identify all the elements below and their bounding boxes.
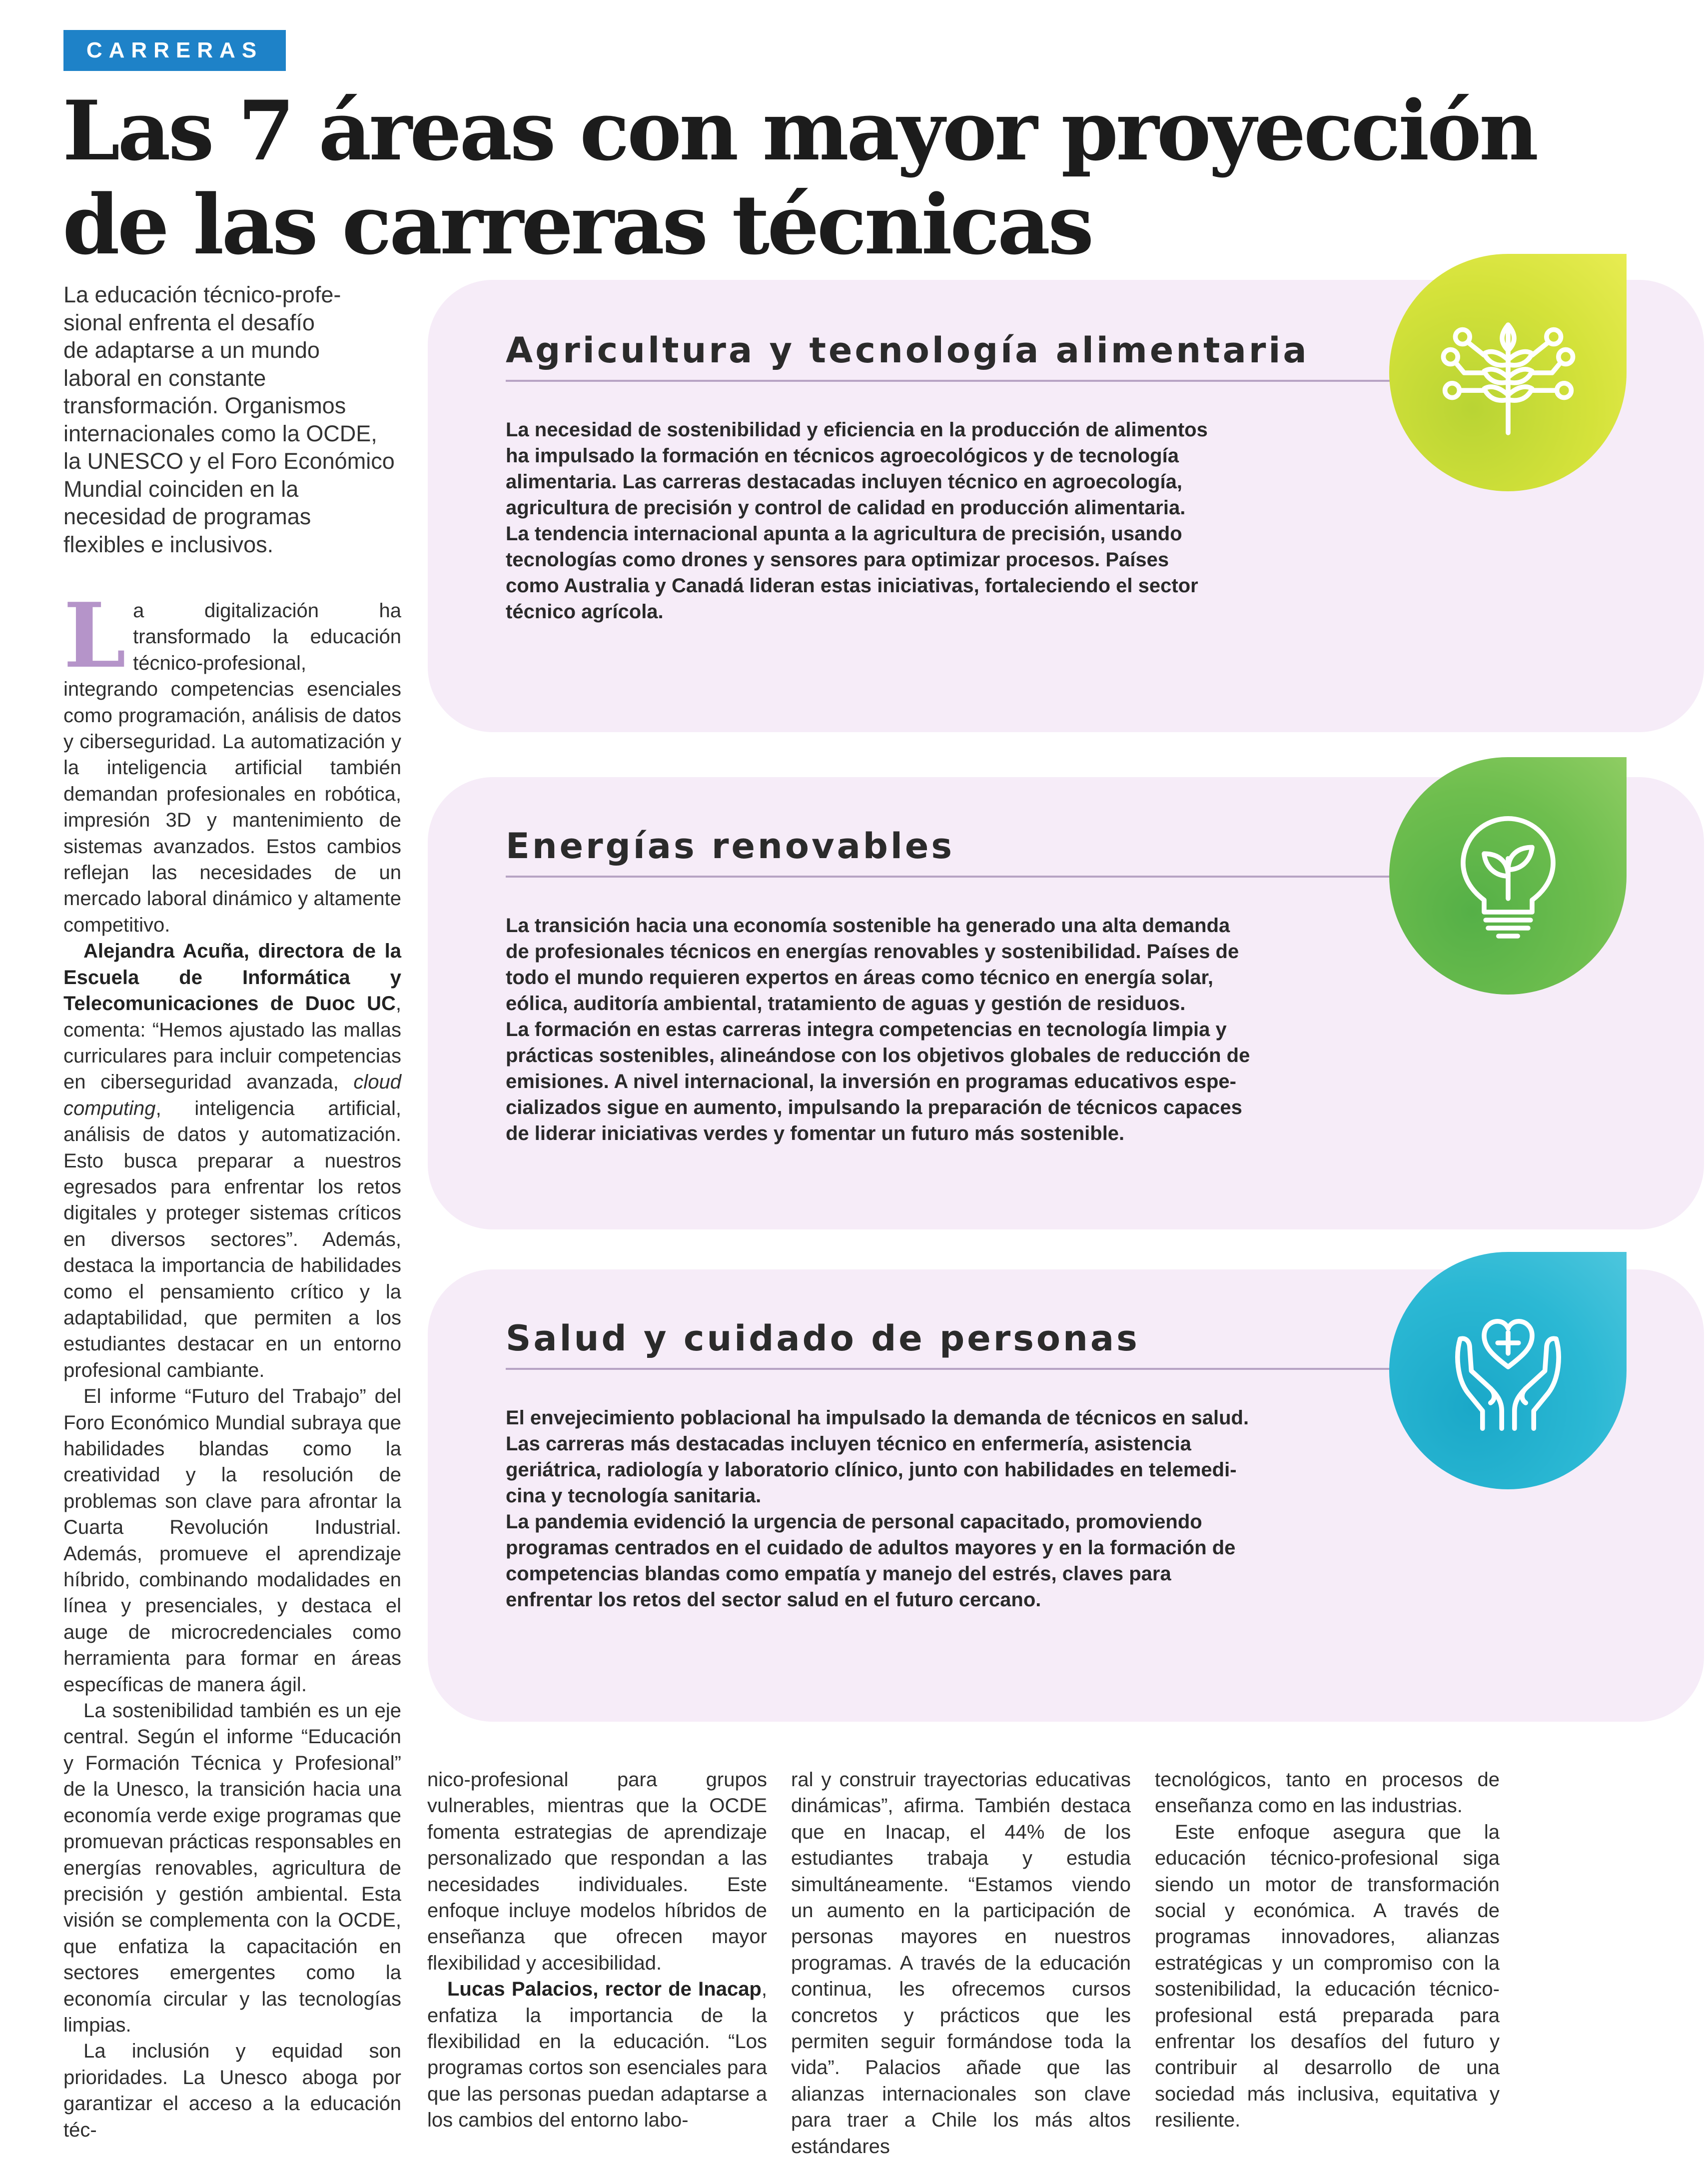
card-body bbox=[506, 417, 1355, 625]
quoted-person: Alejandra Acuña, directora de la Escuela de Informática y Telecomunicaciones de Duoc UC bbox=[63, 940, 401, 1015]
card-line: cina y tecnología sanitaria. bbox=[506, 1485, 762, 1507]
paragraph-text: , enfatiza la importancia de la flexibilidad en la educación. “Los programas cortos son esenciales para que las personas puedan adaptarse a los cambios del entorno labo- bbox=[427, 1978, 767, 2132]
card-line: La transición hacia una economía sostenible ha generado una alta demanda bbox=[506, 915, 1230, 937]
lede-line: internacionales como la OCDE, bbox=[63, 420, 377, 446]
card-line: agricultura de precisión y control de calidad en producción alimentaria. bbox=[506, 497, 1186, 519]
article-paragraph: La inclusión y equidad son prioridades. La Unesco aboga por garantizar el acceso a la educación téc- bbox=[63, 2040, 401, 2141]
card-line: La formación en estas carreras integra competencias en tecnología limpia y bbox=[506, 1019, 1227, 1041]
dropcap: L bbox=[63, 583, 126, 688]
article-paragraph bbox=[427, 1976, 767, 2133]
card-line: eólica, auditoría ambiental, tratamiento de aguas y gestión de residuos. bbox=[506, 993, 1186, 1015]
headline-line: Las 7 áreas con mayor proyección bbox=[62, 82, 1537, 179]
article-paragraph: ral y construir trayectorias educativas dinámicas”, afirma. También destaca que en Inacap, el 44% de los estudiantes trabaja y estudia simultáneamente. “Estamos viendo un aumento en la participación de personas mayores en nuestros programas. A través de la educación continua, les ofrecemos cursos concretos y prácticos que les permiten seguir formándose toda la vida”. Palacios añade que las alianzas internacionales son clave para traer a Chile los más altos estándares bbox=[791, 1769, 1131, 2158]
card-line: emisiones. A nivel internacional, la inversión en programas educativos espe- bbox=[506, 1071, 1236, 1092]
lede-line: flexibles e inclusivos. bbox=[63, 531, 274, 557]
card-line: todo el mundo requieren expertos en áreas como técnico en energía solar, bbox=[506, 967, 1213, 989]
card-title: Energías renovables bbox=[506, 826, 955, 867]
article-paragraph: nico-profesional para grupos vulnerables, mientras que la OCDE fomenta estrategias de aprendizaje personalizado que respondan a las necesidades individuales. Este enfoque incluye modelos híbridos de enseñanza que ofrecen mayor flexibilidad y accesibilidad. bbox=[427, 1769, 767, 1974]
card-line: cializados sigue en aumento, impulsando la preparación de técnicos capaces bbox=[506, 1096, 1242, 1118]
article-column-1 bbox=[63, 583, 401, 2143]
card-divider bbox=[506, 1368, 1395, 1370]
article-paragraph: Este enfoque asegura que la educación técnico-profesional siga siendo un motor de transformación social y económica. A través de programas innovadores, alianzas estratégicas y un compromiso con la sostenibilidad, la educación técnico-profesional está preparada para enfrentar los desafíos del futuro y contribuir al desarrollo de una sociedad más inclusiva, equitativa y resiliente. bbox=[1155, 1821, 1500, 2132]
card-line: tecnologías como drones y sensores para optimizar procesos. Países bbox=[506, 549, 1169, 571]
article-column-2 bbox=[427, 1767, 767, 2134]
lede-line: laboral en constante bbox=[63, 365, 266, 391]
card-line: de liderar iniciativas verdes y fomentar un futuro más sostenible. bbox=[506, 1122, 1125, 1144]
paragraph-text: , inteligencia artificial, análisis de datos y automatización. Esto busca preparar a nuestros egresados para enfrentar los retos digitales y proteger sistemas críticos en diversos sectores”. Además, destaca la importancia de habilidades como el pensamiento crítico y la adaptabilidad, que permiten a los estudiantes destacar en un entorno profesional cambiante. bbox=[63, 1097, 401, 1381]
headline bbox=[62, 82, 1537, 273]
emphasis-text: cloud computing bbox=[63, 1071, 401, 1119]
quoted-person: Lucas Palacios, rector de Inacap bbox=[447, 1978, 762, 2001]
card-line: prácticas sostenibles, alineándose con los objetivos globales de reducción de bbox=[506, 1045, 1250, 1067]
lede bbox=[63, 281, 408, 558]
lede-line: de adaptarse a un mundo bbox=[63, 337, 320, 363]
hands-heart-icon bbox=[1389, 1252, 1627, 1489]
card-line: La necesidad de sostenibilidad y eficiencia en la producción de alimentos bbox=[506, 419, 1208, 441]
article-column-3 bbox=[791, 1767, 1131, 2160]
lede-line: necesidad de programas bbox=[63, 504, 311, 529]
paragraph-text: a digitalización ha transformado la educación técnico-profesional, integrando competencias esenciales como programación, análisis de datos y ciberseguridad. La automatización y la inteligencia artificial también demandan profesionales en robótica, impresión 3D y mantenimiento de sistemas avanzados. Estos cambios reflejan las necesidades de un mercado laboral dinámico y altamente competitivo. bbox=[63, 600, 401, 936]
card-line: La pandemia evidenció la urgencia de personal capacitado, promoviendo bbox=[506, 1511, 1202, 1533]
lightbulb-plant-icon bbox=[1389, 757, 1627, 995]
article-column-4 bbox=[1155, 1767, 1500, 2134]
card-line: geriátrica, radiología y laboratorio clínico, junto con habilidades en telemedi- bbox=[506, 1459, 1237, 1481]
lede-line: transformación. Organismos bbox=[63, 393, 346, 418]
card-line: técnico agrícola. bbox=[506, 601, 664, 623]
card-line: enfrentar los retos del sector salud en el futuro cercano. bbox=[506, 1589, 1041, 1611]
card-line: programas centrados en el cuidado de adultos mayores y en la formación de bbox=[506, 1537, 1236, 1559]
card-line: de profesionales técnicos en energías renovables y sostenibilidad. Países de bbox=[506, 941, 1239, 963]
article-paragraph: El informe “Futuro del Trabajo” del Foro Económico Mundial subraya que habilidades blandas como la creatividad y la resolución de problemas son clave para afrontar la Cuarta Revolución Industrial. Además, promueve el aprendizaje híbrido, combinando modalidades en línea y presenciales, y destaca el auge de microcredenciales como herramienta para formar en áreas específicas de manera ágil. bbox=[63, 1385, 401, 1696]
headline-line: de las carreras técnicas bbox=[62, 176, 1092, 273]
card-line: ha impulsado la formación en técnicos agroecológicos y de tecnología bbox=[506, 445, 1179, 467]
card-line: Las carreras más destacadas incluyen técnico en enfermería, asistencia bbox=[506, 1433, 1191, 1455]
section-tag: CARRERAS bbox=[63, 30, 286, 71]
card-body bbox=[506, 913, 1355, 1146]
card-title: Agricultura y tecnología alimentaria bbox=[506, 330, 1309, 371]
card-line: competencias blandas como empatía y manejo del estrés, claves para bbox=[506, 1563, 1171, 1585]
lede-line: la UNESCO y el Foro Económico bbox=[63, 448, 395, 474]
card-line: como Australia y Canadá lideran estas iniciativas, fortaleciendo el sector bbox=[506, 575, 1198, 597]
article-paragraph bbox=[63, 583, 401, 938]
article-paragraph: tecnológicos, tanto en procesos de enseñanza como en las industrias. bbox=[1155, 1769, 1500, 1817]
card-line: alimentaria. Las carreras destacadas incluyen técnico en agroecología, bbox=[506, 471, 1182, 493]
card-divider bbox=[506, 876, 1395, 878]
article-paragraph bbox=[63, 938, 401, 1383]
lede-line: sional enfrenta el desafío bbox=[63, 309, 315, 335]
card-line: El envejecimiento poblacional ha impulsado la demanda de técnicos en salud. bbox=[506, 1407, 1249, 1429]
card-body bbox=[506, 1405, 1355, 1613]
lede-line: Mundial coinciden en la bbox=[63, 476, 299, 502]
paragraph-text: , comenta: “Hemos ajustado las mallas curriculares para incluir competencias en ciberseguridad avanzada, bbox=[63, 993, 401, 1093]
wheat-circuit-icon bbox=[1389, 254, 1627, 491]
article-paragraph: La sostenibilidad también es un eje central. Según el informe “Educación y Formación Técnica y Profesional” de la Unesco, la transición hacia una economía verde exige programas que promuevan prácticas responsables en energías renovables, agricultura de precisión y gestión ambiental. Esta visión se complementa con la OCDE, que enfatiza la capacitación en sectores emergentes como la economía circular y las tecnologías limpias. bbox=[63, 1700, 401, 2036]
lede-line: La educación técnico-profe- bbox=[63, 282, 341, 307]
card-title: Salud y cuidado de personas bbox=[506, 1318, 1140, 1359]
card-line: La tendencia internacional apunta a la agricultura de precisión, usando bbox=[506, 523, 1182, 545]
card-divider bbox=[506, 380, 1395, 382]
